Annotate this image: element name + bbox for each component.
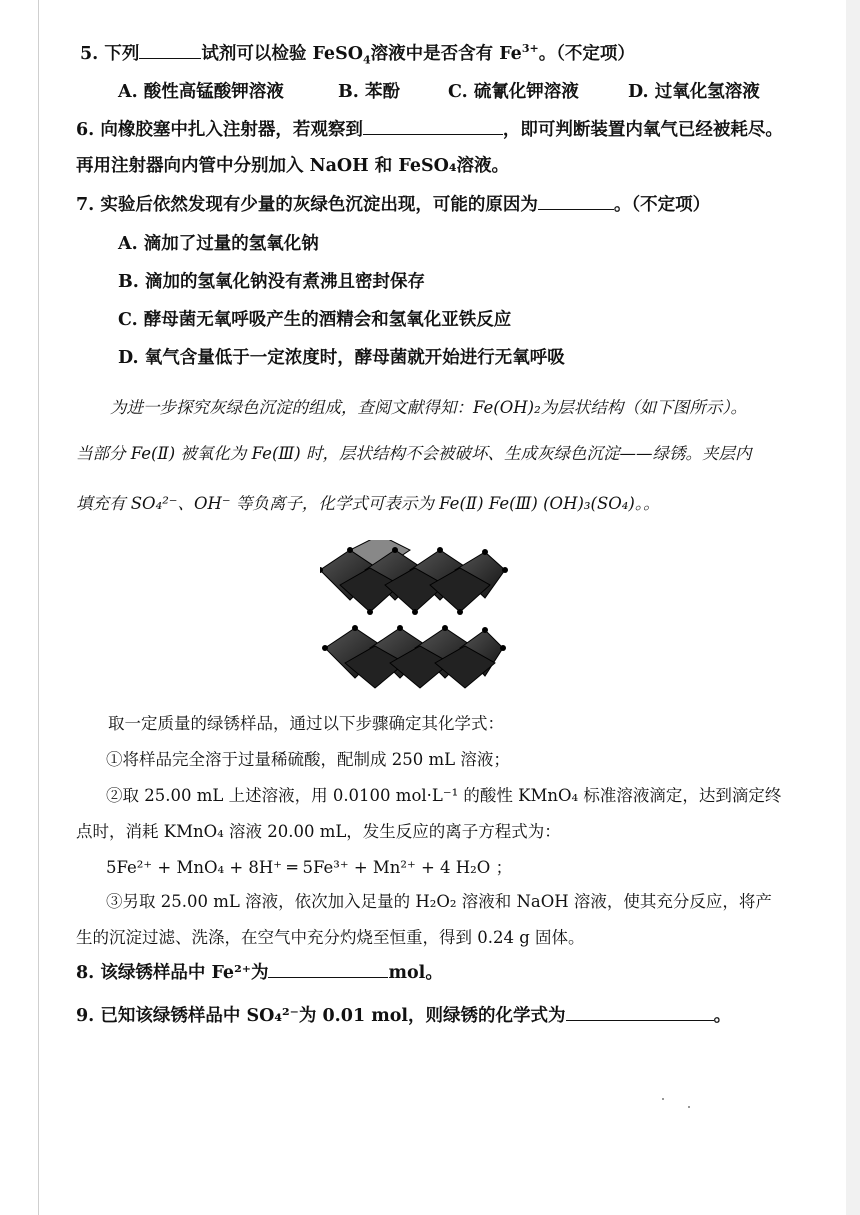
q6-answer-blank[interactable]: [363, 118, 503, 135]
intro-line-3: 填充有 SO₄²⁻、OH⁻ 等负离子，化学式可表示为 Fe(Ⅱ) Fe(Ⅲ) (OH)₃(SO₄)。。: [76, 494, 660, 513]
step-2-line-1: ②取 25.00 mL 上述溶液，用 0.0100 mol·L⁻¹ 的酸性 KMnO₄ 标准溶液滴定，达到滴定终: [106, 786, 782, 805]
q5-text-3: 。（不定项）: [538, 44, 635, 64]
step-3-line-2: 生的沉淀过滤、洗涤，在空气中充分灼烧至恒重，得到 0.24 g 固体。: [76, 928, 585, 947]
q7-number: 7.: [76, 195, 95, 215]
q7-option-d: [118, 346, 565, 370]
step-3-line-1: ③另取 25.00 mL 溶液，依次加入足量的 H₂O₂ 溶液和 NaOH 溶液，使其充分反应，将产: [106, 892, 772, 911]
q5-text-2: 溶液中是否含有 Fe: [370, 44, 522, 64]
q5-option-d: [628, 80, 760, 104]
q7-option-b-label: B.: [118, 272, 139, 292]
q9-number: 9.: [76, 1006, 95, 1026]
q9-answer-blank[interactable]: [566, 1004, 714, 1021]
q7-option-c-label: C.: [118, 310, 138, 330]
step-1: ①将样品完全溶于过量稀硫酸，配制成 250 mL 溶液；: [106, 750, 510, 769]
q5-option-a: [118, 80, 284, 104]
q7-option-a-label: A.: [118, 234, 138, 254]
q8-suffix: mol。: [388, 963, 443, 983]
intro-line-1: 为进一步探究灰绿色沉淀的组成，查阅文献得知：Fe(OH)₂为层状结构（如下图所示）。: [110, 398, 747, 417]
q5-option-b-text: 苯酚: [364, 82, 400, 102]
q5-option-d-text: 过氧化氢溶液: [654, 82, 760, 102]
q6-number: 6.: [76, 120, 95, 140]
upper-layer: [320, 540, 508, 615]
intro-line-2: 当部分 Fe(Ⅱ) 被氧化为 Fe(Ⅲ) 时，层状结构不会被破坏、生成灰绿色沉淀——绿锈。夹层内: [76, 444, 752, 463]
q7-option-a: [118, 232, 319, 256]
q5-answer-blank[interactable]: [139, 42, 201, 59]
octahedral-layers-illustration: [320, 540, 510, 690]
q9-suffix: 。: [713, 1006, 732, 1026]
q5-option-a-label: A.: [118, 82, 138, 102]
page-edge: [846, 0, 860, 1215]
q5-option-c: [448, 80, 579, 104]
q6-prefix: 向橡胶塞中扎入注射器，若观察到: [100, 120, 363, 140]
question-9: [76, 1004, 731, 1028]
q5-sup: 3+: [521, 42, 539, 56]
q7-option-a-text: 滴加了过量的氢氧化钠: [143, 234, 319, 254]
q5-prefix: 下列: [104, 44, 140, 64]
q5-number: 5.: [80, 44, 99, 64]
q5-option-c-label: C.: [448, 82, 468, 102]
q7-prefix: 实验后依然发现有少量的灰绿色沉淀出现，可能的原因为: [100, 195, 538, 215]
q5-text: 试剂可以检验 FeSO: [201, 44, 363, 64]
steps-intro: 取一定质量的绿锈样品，通过以下步骤确定其化学式：: [108, 714, 504, 733]
q7-option-b-text: 滴加的氢氧化钠没有煮沸且密封保存: [144, 272, 425, 292]
q5-option-b-label: B.: [338, 82, 359, 102]
question-7: [76, 193, 710, 217]
scan-speck: [688, 1106, 690, 1108]
question-5: [80, 42, 635, 66]
q7-option-c-text: 酵母菌无氧呼吸产生的酒精会和氢氧化亚铁反应: [143, 310, 512, 330]
ionic-equation: 5Fe²⁺ + MnO₄ + 8H⁺ ═ 5Fe³⁺ + Mn²⁺ + 4 H₂O ；: [106, 858, 513, 877]
q8-prefix: 该绿锈样品中 Fe²⁺为: [100, 963, 269, 983]
lower-layer: [322, 625, 506, 688]
q7-answer-blank[interactable]: [538, 193, 614, 210]
q6-line-2: 再用注射器向内管中分别加入 NaOH 和 FeSO₄溶液。: [76, 156, 510, 176]
q7-option-c: [118, 308, 511, 332]
q5-option-a-text: 酸性高锰酸钾溶液: [143, 82, 284, 102]
scan-speck: [662, 1098, 664, 1100]
q8-number: 8.: [76, 963, 95, 983]
q6-suffix: ，即可判断装置内氧气已经被耗尽。: [502, 120, 783, 140]
question-6: [76, 118, 783, 142]
q7-option-d-text: 氧气含量低于一定浓度时，酵母菌就开始进行无氧呼吸: [144, 348, 565, 368]
q8-answer-blank[interactable]: [268, 961, 388, 978]
step-2-line-2: 点时，消耗 KMnO₄ 溶液 20.00 mL，发生反应的离子方程式为：: [76, 822, 561, 841]
q5-option-b: [338, 80, 400, 104]
q5-option-d-label: D.: [628, 82, 649, 102]
q5-option-c-text: 硫氰化钾溶液: [473, 82, 579, 102]
layered-structure-figure: [320, 540, 510, 690]
q9-prefix: 已知该绿锈样品中 SO₄²⁻为 0.01 mol，则绿锈的化学式为: [100, 1006, 566, 1026]
q5-sub: 4: [362, 53, 371, 67]
q7-suffix: 。（不定项）: [613, 195, 711, 215]
question-8: [76, 961, 443, 985]
q7-option-d-label: D.: [118, 348, 139, 368]
q7-option-b: [118, 270, 425, 294]
